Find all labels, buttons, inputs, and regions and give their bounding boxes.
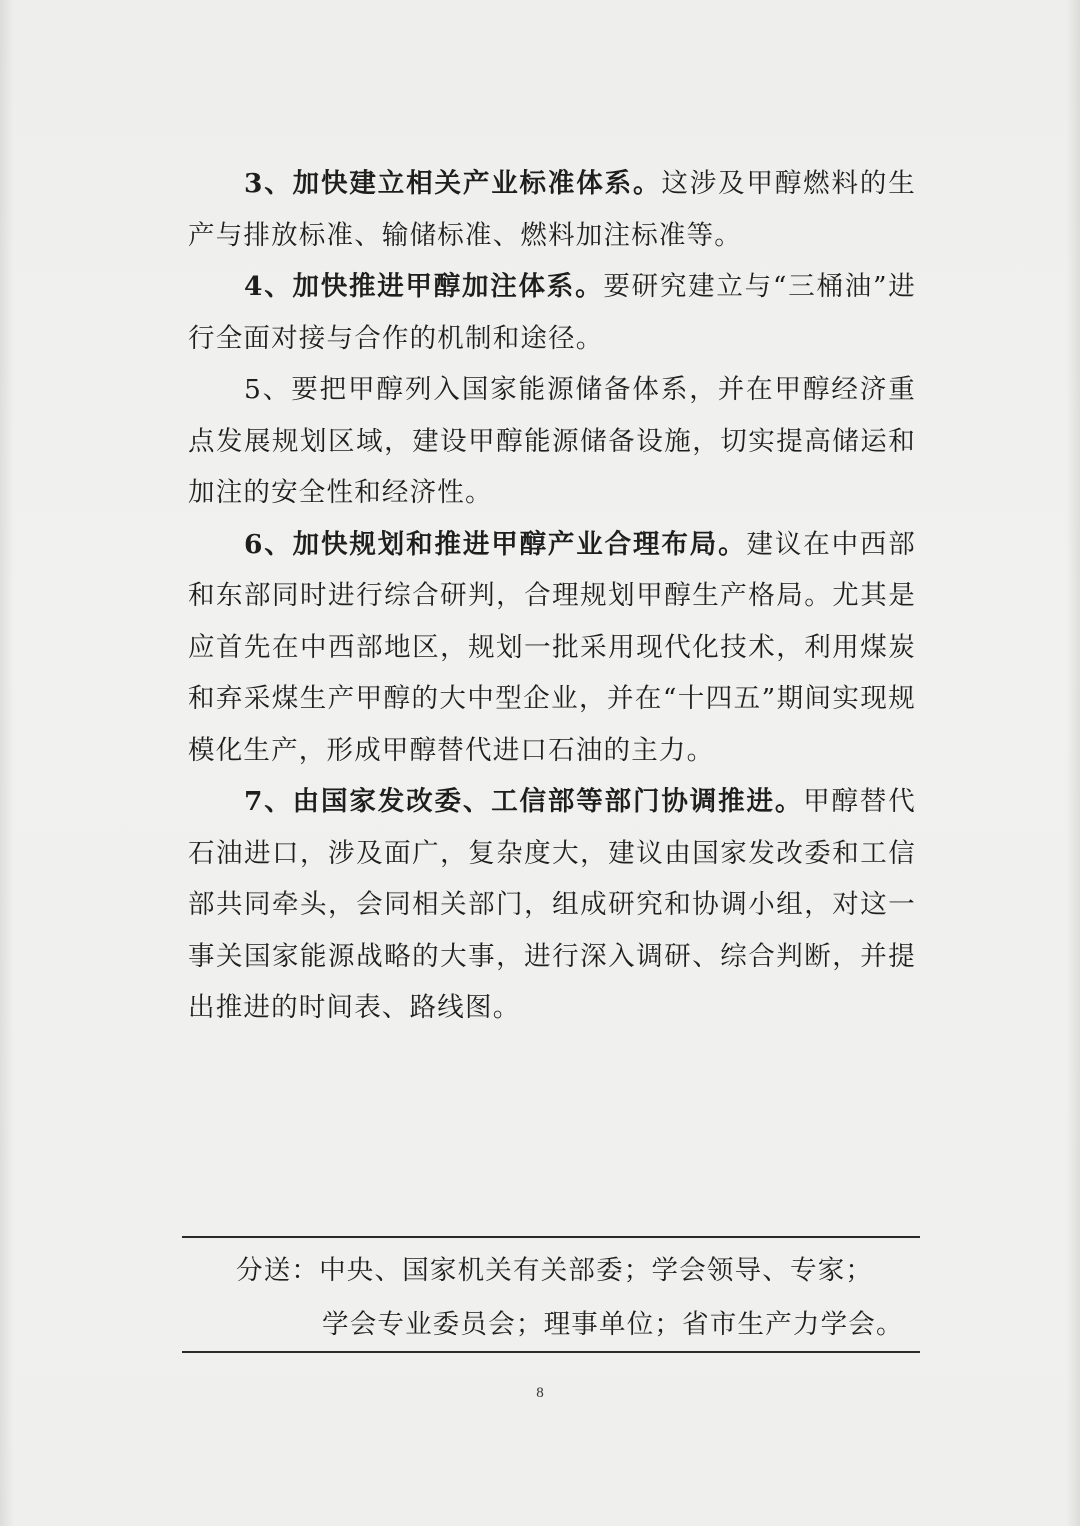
page-edge-left (0, 0, 14, 1526)
paragraph-item-6 (188, 519, 916, 777)
paragraph-heading: 6、加快规划和推进甲醇产业合理布局。 (244, 528, 747, 560)
paragraph-text: 这涉及甲醇燃料的生产与排放标准、输储标准、燃料加注标准等。 (188, 168, 916, 251)
paragraph-item-3 (188, 158, 916, 261)
body-text (188, 158, 916, 1034)
distribution-list (236, 1244, 916, 1352)
paragraph-text: 5、要把甲醇列入国家能源储备体系，并在甲醇经济重点发展规划区域，建设甲醇能源储备设施，切实提高储运和加注的安全性和经济性。 (188, 374, 916, 508)
distribution-line-1: 分送：中央、国家机关有关部委；学会领导、专家； (236, 1255, 874, 1286)
paragraph-text: 要研究建立与“三桶油”进行全面对接与合作的机制和途径。 (188, 271, 916, 354)
paragraph-heading: 7、由国家发改委、工信部等部门协调推进。 (244, 786, 804, 817)
page-edge-right (1066, 0, 1080, 1526)
paragraph-item-7 (188, 776, 916, 1034)
paragraph-text: 建议在中西部和东部同时进行综合研判，合理规划甲醇生产格局。尤其是应首先在中西部地区，规划一批采用现代化技术，利用煤炭和弃采煤生产甲醇的大中型企业，并在“十四五”期间实现规模化生产，形成甲醇替代进口石油的主力。 (188, 528, 916, 766)
paragraph-text: 甲醇替代石油进口，涉及面广，复杂度大，建议由国家发改委和工信部共同牵头，会同相关部门，组成研究和协调小组，对这一事关国家能源战略的大事，进行深入调研、综合判断，并提出推进的时间表、路线图。 (188, 786, 916, 1023)
page-number: 8 (536, 1385, 544, 1401)
distribution-line-2: 学会专业委员会；理事单位；省市生产力学会。 (322, 1309, 904, 1340)
paragraph-heading: 3、加快建立相关产业标准体系。 (244, 168, 662, 199)
paragraph-heading: 4、加快推进甲醇加注体系。 (244, 271, 604, 302)
paragraph-item-5 (188, 364, 916, 519)
paragraph-item-4 (188, 261, 916, 364)
distribution-bottom-rule (182, 1351, 920, 1353)
distribution-top-rule (182, 1236, 920, 1238)
